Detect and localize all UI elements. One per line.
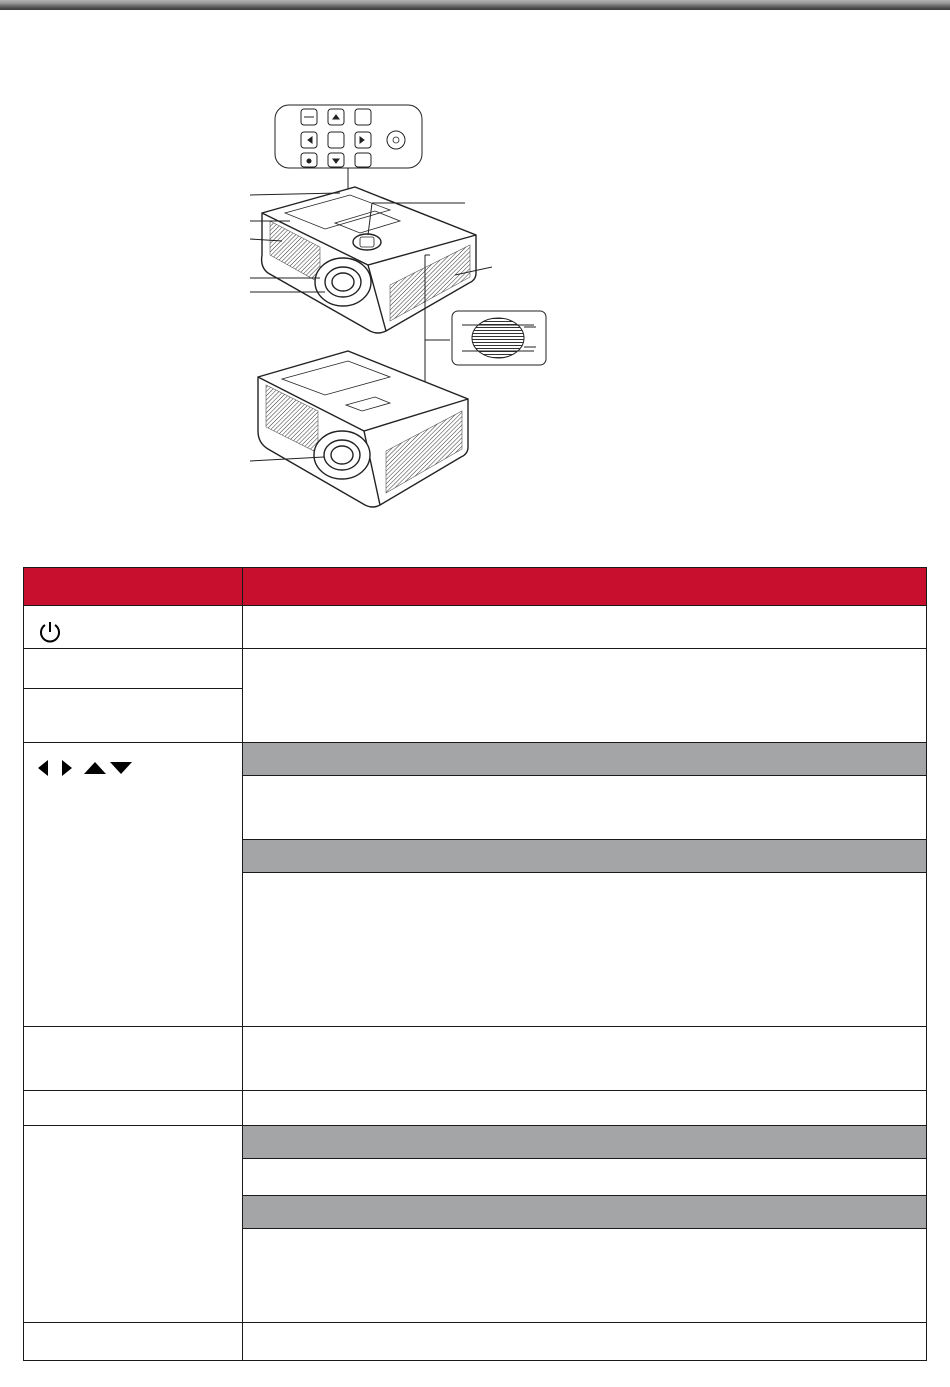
- table-cell-item: [24, 743, 243, 1027]
- table-cell-description: [243, 1091, 927, 1126]
- table-row: [24, 1323, 927, 1361]
- table-row: [24, 1027, 927, 1091]
- subheader-bar: [243, 840, 927, 873]
- table-cell-description: [243, 1323, 927, 1361]
- table-cell-description: [243, 776, 927, 840]
- table-row-power: [24, 606, 927, 649]
- subheader-bar: [243, 1196, 927, 1229]
- projector-diagram: [240, 95, 560, 515]
- left-arrow-icon: [34, 758, 56, 778]
- right-arrow-icon: [56, 758, 82, 778]
- projector-top: [262, 187, 476, 333]
- power-icon: [37, 619, 63, 645]
- up-arrow-icon: [82, 758, 108, 778]
- table-row: [24, 1126, 927, 1159]
- table-cell-item: [24, 1091, 243, 1126]
- table-cell-item: [24, 606, 243, 649]
- table-cell-description: [243, 649, 927, 743]
- keypad-callout: [275, 105, 422, 168]
- top-rule: [0, 0, 950, 10]
- table-cell-item: [24, 689, 243, 743]
- arrow-icons: [34, 758, 134, 778]
- down-arrow-icon: [108, 758, 134, 778]
- table-cell-item: [24, 1027, 243, 1091]
- subheader-bar: [243, 1126, 927, 1159]
- projector-bottom: [258, 351, 468, 507]
- table-cell-description: [243, 606, 927, 649]
- table-cell-item: [24, 1126, 243, 1323]
- header-item: [24, 568, 243, 606]
- table-header-row: [24, 568, 927, 606]
- table-cell-description: [243, 1229, 927, 1323]
- table-row-arrows: [24, 743, 927, 776]
- table-row: [24, 649, 927, 689]
- table-cell-description: [243, 873, 927, 1027]
- table-cell-item: [24, 1323, 243, 1361]
- table-cell-item: [24, 649, 243, 689]
- table-cell-description: [243, 1159, 927, 1196]
- controls-table: [23, 567, 927, 1361]
- focus-ring-callout: [452, 311, 546, 365]
- table-row: [24, 1091, 927, 1126]
- subheader-bar: [243, 743, 927, 776]
- header-description: [243, 568, 927, 606]
- projector-illustration: [240, 95, 560, 515]
- table-cell-description: [243, 1027, 927, 1091]
